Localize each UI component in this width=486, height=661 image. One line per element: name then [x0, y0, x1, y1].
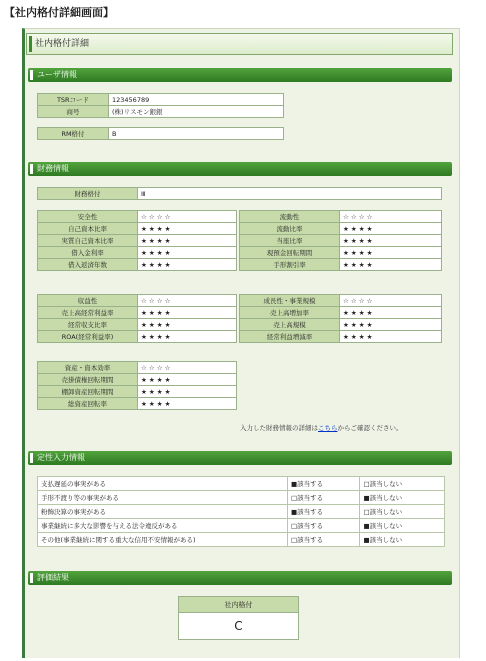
internal-rating-value: C — [179, 613, 299, 640]
rm-rating-value: B — [109, 128, 284, 140]
profitability-stars: ☆ ☆ ☆ ☆ — [138, 295, 237, 307]
metric-label: 自己資本比率 — [38, 223, 138, 235]
metric-stars: ★ ★ ★ ★ — [138, 398, 237, 410]
option-applies[interactable]: □該当する — [288, 491, 360, 505]
qualitative-item: 手形不渡り等の事実がある — [38, 491, 288, 505]
qualitative-item: 粉飾決算の事実がある — [38, 505, 288, 519]
metric-stars: ★ ★ ★ ★ — [340, 307, 442, 319]
profitability-table — [37, 294, 237, 343]
metric-label: 売上高経常利益率 — [38, 307, 138, 319]
table-row — [240, 319, 442, 331]
metric-stars: ★ ★ ★ ★ — [138, 374, 237, 386]
qualitative-table — [37, 476, 445, 547]
table-row — [38, 386, 237, 398]
metric-stars: ★ ★ ★ ★ — [138, 331, 237, 343]
option-not-applies[interactable]: □該当しない — [360, 477, 445, 491]
table-row — [38, 259, 237, 271]
metric-stars: ★ ★ ★ ★ — [138, 307, 237, 319]
option-not-applies[interactable]: ■該当しない — [360, 533, 445, 547]
efficiency-table — [37, 361, 237, 410]
finance-detail-link[interactable]: こちら — [318, 424, 338, 432]
table-row — [240, 295, 442, 307]
detail-panel — [22, 28, 460, 658]
table-row — [38, 295, 237, 307]
table-row — [240, 259, 442, 271]
table-row — [38, 331, 237, 343]
tsr-code-label: TSRコード — [38, 94, 109, 106]
table-row — [38, 128, 284, 140]
efficiency-stars: ☆ ☆ ☆ ☆ — [138, 362, 237, 374]
result-table — [178, 596, 299, 640]
finance-rating-label: 財務格付 — [38, 188, 138, 200]
metric-stars: ★ ★ ★ ★ — [340, 319, 442, 331]
metric-stars: ★ ★ ★ ★ — [340, 223, 442, 235]
liquidity-label: 流動性 — [240, 211, 340, 223]
note-text: 入力した財務情報の詳細は — [240, 424, 318, 432]
page-title: 【社内格付詳細画面】 — [4, 6, 114, 19]
table-row — [38, 319, 237, 331]
metric-stars: ★ ★ ★ ★ — [340, 235, 442, 247]
qualitative-item: 支払遅延の事実がある — [38, 477, 288, 491]
metric-stars: ★ ★ ★ ★ — [138, 319, 237, 331]
metric-label: 現預金回転期間 — [240, 247, 340, 259]
finance-detail-note — [240, 423, 403, 432]
table-row — [38, 235, 237, 247]
profitability-label: 収益性 — [38, 295, 138, 307]
finance-rating-table — [37, 187, 442, 200]
table-row — [38, 519, 445, 533]
efficiency-label: 資産・資本効率 — [38, 362, 138, 374]
table-row — [38, 211, 237, 223]
option-not-applies[interactable]: □該当しない — [360, 505, 445, 519]
table-row — [38, 374, 237, 386]
table-row — [240, 307, 442, 319]
metric-label: 流動比率 — [240, 223, 340, 235]
qualitative-item: 事業継続に多大な影響を与える法令違反がある — [38, 519, 288, 533]
table-row — [38, 188, 442, 200]
safety-stars: ☆ ☆ ☆ ☆ — [138, 211, 237, 223]
option-applies[interactable]: □該当する — [288, 519, 360, 533]
qualitative-item: その他(事業継続に関する重大な信用不安情報がある) — [38, 533, 288, 547]
metric-label: 売上高増加率 — [240, 307, 340, 319]
finance-rating-value: Ⅲ — [138, 188, 442, 200]
company-name-value: (株)リスモン銀銀 — [109, 106, 284, 118]
metric-stars: ★ ★ ★ ★ — [138, 259, 237, 271]
metric-label: ROA(経常利益率) — [38, 331, 138, 343]
table-row — [38, 223, 237, 235]
metric-label: 売掛債権回転期間 — [38, 374, 138, 386]
metric-label: 手形割引率 — [240, 259, 340, 271]
metric-label: 実質自己資本比率 — [38, 235, 138, 247]
liquidity-table — [239, 210, 442, 271]
table-row — [38, 505, 445, 519]
option-applies[interactable]: □該当する — [288, 533, 360, 547]
table-row — [38, 398, 237, 410]
section-evaluation-result: 評価結果 — [28, 571, 452, 585]
table-row — [38, 362, 237, 374]
rm-rating-table — [37, 127, 284, 140]
table-row — [38, 247, 237, 259]
section-finance-info: 財務情報 — [28, 162, 452, 176]
table-row — [240, 247, 442, 259]
option-not-applies[interactable]: ■該当しない — [360, 519, 445, 533]
option-applies[interactable]: ■該当する — [288, 505, 360, 519]
table-row — [240, 211, 442, 223]
safety-label: 安全性 — [38, 211, 138, 223]
metric-label: 当座比率 — [240, 235, 340, 247]
table-row — [38, 106, 284, 118]
section-user-info: ユーザ情報 — [28, 68, 452, 82]
main-header-label: 社内格付詳細 — [35, 39, 90, 49]
user-info-table — [37, 93, 284, 118]
option-applies[interactable]: ■該当する — [288, 477, 360, 491]
table-row — [240, 235, 442, 247]
internal-rating-label: 社内格付 — [179, 597, 299, 613]
rm-rating-label: RM格付 — [38, 128, 109, 140]
metric-stars: ★ ★ ★ ★ — [138, 235, 237, 247]
metric-stars: ★ ★ ★ ★ — [340, 259, 442, 271]
table-row — [38, 533, 445, 547]
metric-stars: ★ ★ ★ ★ — [340, 247, 442, 259]
table-row — [38, 94, 284, 106]
section-qualitative-info: 定性入力情報 — [28, 451, 452, 465]
option-not-applies[interactable]: ■該当しない — [360, 491, 445, 505]
main-header — [26, 33, 453, 55]
metric-label: 経常利益増減率 — [240, 331, 340, 343]
table-row — [240, 223, 442, 235]
metric-label: 総資産回転率 — [38, 398, 138, 410]
metric-label: 売上高規模 — [240, 319, 340, 331]
note-text: からご確認ください。 — [337, 424, 403, 432]
table-row — [38, 307, 237, 319]
growth-table — [239, 294, 442, 343]
table-row — [38, 491, 445, 505]
metric-stars: ★ ★ ★ ★ — [138, 223, 237, 235]
metric-label: 借入返済年数 — [38, 259, 138, 271]
company-name-label: 商号 — [38, 106, 109, 118]
metric-label: 棚卸資産回転期間 — [38, 386, 138, 398]
liquidity-stars: ☆ ☆ ☆ ☆ — [340, 211, 442, 223]
table-row — [38, 477, 445, 491]
metric-label: 経常収支比率 — [38, 319, 138, 331]
table-row — [179, 613, 299, 640]
table-row — [240, 331, 442, 343]
metric-stars: ★ ★ ★ ★ — [138, 247, 237, 259]
table-row — [179, 597, 299, 613]
growth-stars: ☆ ☆ ☆ ☆ — [340, 295, 442, 307]
metric-stars: ★ ★ ★ ★ — [340, 331, 442, 343]
header-accent — [29, 36, 32, 52]
growth-label: 成長性・事業規模 — [240, 295, 340, 307]
metric-label: 借入金利率 — [38, 247, 138, 259]
safety-table — [37, 210, 237, 271]
tsr-code-value: 123456789 — [109, 94, 284, 106]
metric-stars: ★ ★ ★ ★ — [138, 386, 237, 398]
